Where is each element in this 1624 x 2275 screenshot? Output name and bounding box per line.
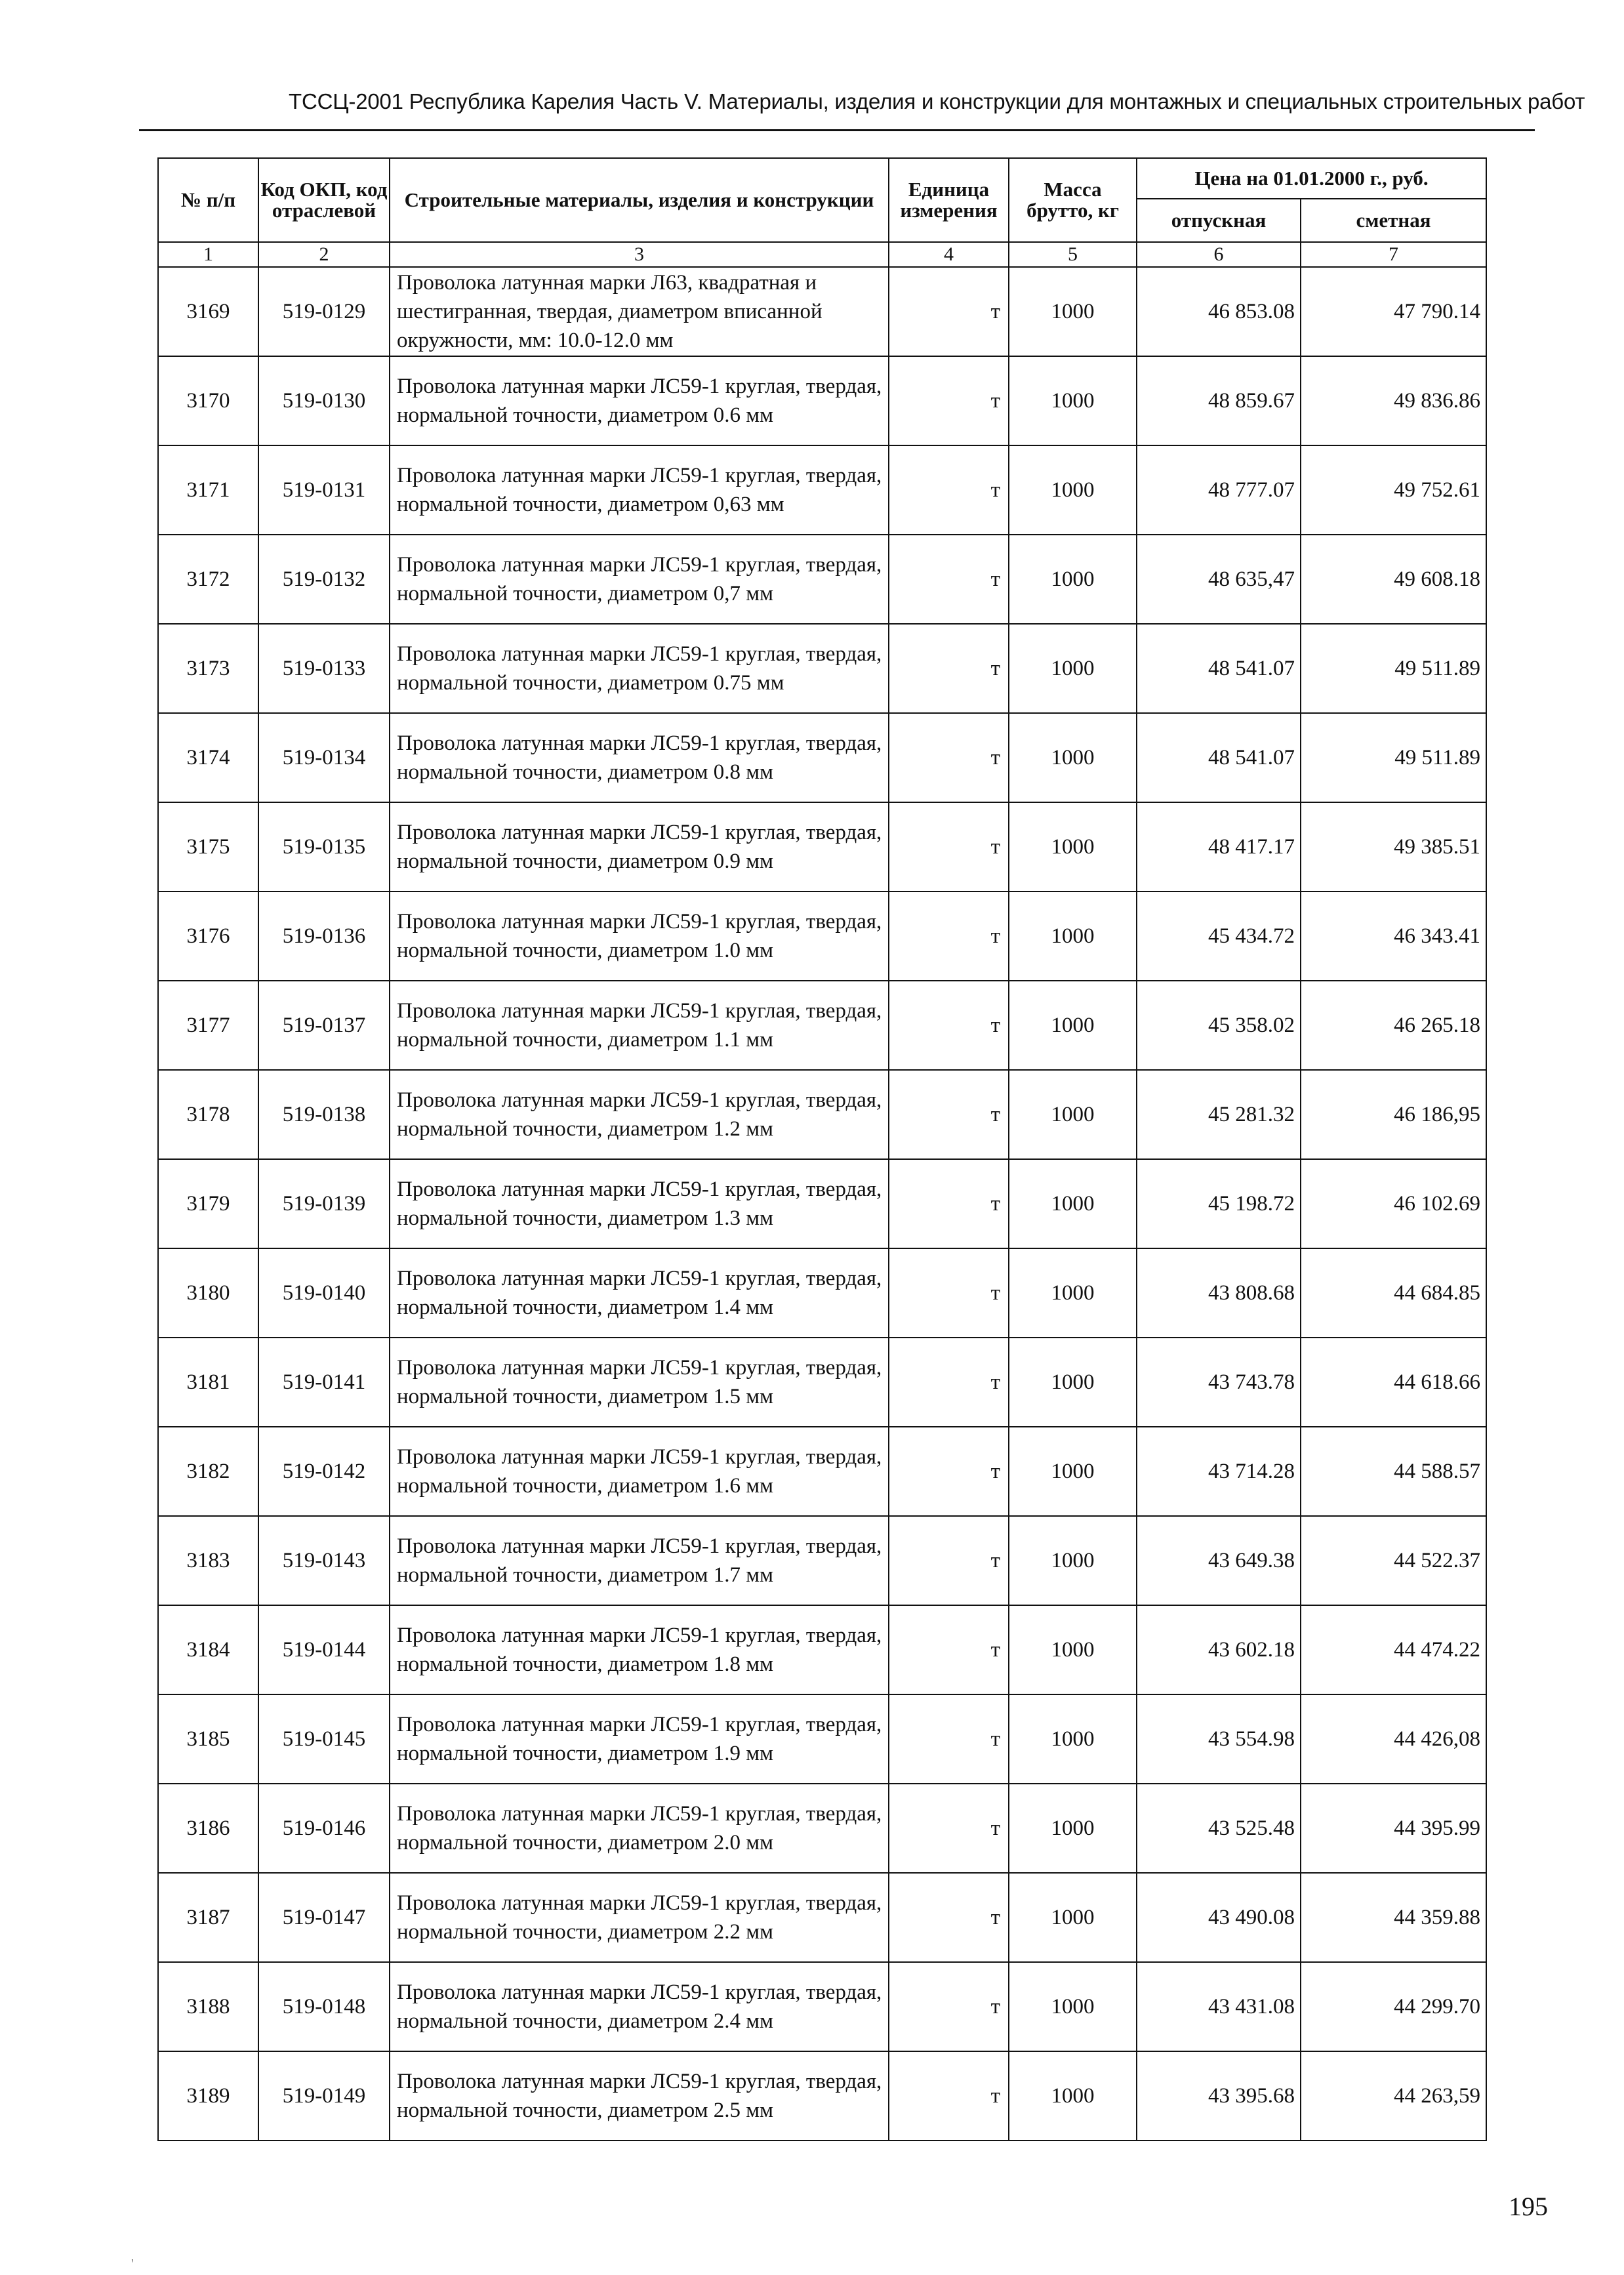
price-estimate: 49 836.86 bbox=[1301, 356, 1486, 445]
unit: т bbox=[889, 1159, 1009, 1248]
row-number: 3188 bbox=[158, 1962, 258, 2051]
material-name: Проволока латунная марки ЛС59-1 круглая, твердая, нормальной точности, диаметром 0.6 мм bbox=[390, 356, 889, 445]
mass-gross: 1000 bbox=[1009, 1159, 1137, 1248]
unit: т bbox=[889, 1873, 1009, 1962]
table-body bbox=[158, 267, 1486, 2141]
table-row bbox=[158, 713, 1486, 802]
material-name: Проволока латунная марки ЛС59-1 круглая, твердая, нормальной точности, диаметром 1.5 мм bbox=[390, 1338, 889, 1427]
mass-gross: 1000 bbox=[1009, 267, 1137, 356]
col-header-price-estimate: сметная bbox=[1301, 199, 1486, 242]
price-release: 43 714.28 bbox=[1137, 1427, 1301, 1516]
table-row bbox=[158, 1873, 1486, 1962]
okp-code: 519-0145 bbox=[258, 1694, 390, 1784]
price-estimate: 46 343.41 bbox=[1301, 892, 1486, 981]
material-name: Проволока латунная марки ЛС59-1 круглая, твердая, нормальной точности, диаметром 1.6 мм bbox=[390, 1427, 889, 1516]
material-name: Проволока латунная марки ЛС59-1 круглая, твердая, нормальной точности, диаметром 2.5 мм bbox=[390, 2051, 889, 2141]
mass-gross: 1000 bbox=[1009, 802, 1137, 892]
price-release: 43 743.78 bbox=[1137, 1338, 1301, 1427]
mass-gross: 1000 bbox=[1009, 1427, 1137, 1516]
row-number: 3186 bbox=[158, 1784, 258, 1873]
mass-gross: 1000 bbox=[1009, 1338, 1137, 1427]
mass-gross: 1000 bbox=[1009, 1070, 1137, 1159]
table-row bbox=[158, 535, 1486, 624]
table-row bbox=[158, 267, 1486, 356]
mass-gross: 1000 bbox=[1009, 445, 1137, 535]
row-number: 3176 bbox=[158, 892, 258, 981]
okp-code: 519-0132 bbox=[258, 535, 390, 624]
price-estimate: 44 618.66 bbox=[1301, 1338, 1486, 1427]
unit: т bbox=[889, 802, 1009, 892]
price-table bbox=[157, 157, 1487, 2141]
material-name: Проволока латунная марки ЛС59-1 круглая, твердая, нормальной точности, диаметром 0.75 мм bbox=[390, 624, 889, 713]
price-estimate: 46 265.18 bbox=[1301, 981, 1486, 1070]
material-name: Проволока латунная марки ЛС59-1 круглая, твердая, нормальной точности, диаметром 1.8 мм bbox=[390, 1605, 889, 1694]
col-header-num: № п/п bbox=[158, 158, 258, 242]
okp-code: 519-0149 bbox=[258, 2051, 390, 2141]
unit: т bbox=[889, 1784, 1009, 1873]
price-estimate: 44 522.37 bbox=[1301, 1516, 1486, 1605]
price-estimate: 44 588.57 bbox=[1301, 1427, 1486, 1516]
row-number: 3172 bbox=[158, 535, 258, 624]
col-header-name: Строительные материалы, изделия и конструкции bbox=[390, 158, 889, 242]
col-number: 1 bbox=[158, 242, 258, 267]
table-row bbox=[158, 981, 1486, 1070]
material-name: Проволока латунная марки ЛС59-1 круглая, твердая, нормальной точности, диаметром 0,63 мм bbox=[390, 445, 889, 535]
table-row bbox=[158, 1516, 1486, 1605]
price-estimate: 49 385.51 bbox=[1301, 802, 1486, 892]
unit: т bbox=[889, 1962, 1009, 2051]
price-release: 48 417.17 bbox=[1137, 802, 1301, 892]
col-header-okp: Код ОКП, код отраслевой bbox=[258, 158, 390, 242]
row-number: 3175 bbox=[158, 802, 258, 892]
table-row bbox=[158, 1338, 1486, 1427]
material-name: Проволока латунная марки ЛС59-1 круглая, твердая, нормальной точности, диаметром 2.2 мм bbox=[390, 1873, 889, 1962]
price-estimate: 49 511.89 bbox=[1301, 624, 1486, 713]
price-release: 43 525.48 bbox=[1137, 1784, 1301, 1873]
table-row bbox=[158, 1962, 1486, 2051]
price-release: 43 808.68 bbox=[1137, 1248, 1301, 1338]
price-estimate: 49 752.61 bbox=[1301, 445, 1486, 535]
row-number: 3184 bbox=[158, 1605, 258, 1694]
unit: т bbox=[889, 1516, 1009, 1605]
mass-gross: 1000 bbox=[1009, 1248, 1137, 1338]
col-header-price-group: Цена на 01.01.2000 г., руб. bbox=[1137, 158, 1486, 199]
row-number: 3173 bbox=[158, 624, 258, 713]
okp-code: 519-0133 bbox=[258, 624, 390, 713]
mass-gross: 1000 bbox=[1009, 713, 1137, 802]
unit: т bbox=[889, 1605, 1009, 1694]
table-row bbox=[158, 1159, 1486, 1248]
mass-gross: 1000 bbox=[1009, 1516, 1137, 1605]
unit: т bbox=[889, 356, 1009, 445]
price-release: 48 859.67 bbox=[1137, 356, 1301, 445]
table-row bbox=[158, 1248, 1486, 1338]
table-row bbox=[158, 1427, 1486, 1516]
mass-gross: 1000 bbox=[1009, 535, 1137, 624]
table-row bbox=[158, 356, 1486, 445]
okp-code: 519-0138 bbox=[258, 1070, 390, 1159]
price-estimate: 47 790.14 bbox=[1301, 267, 1486, 356]
price-release: 43 395.68 bbox=[1137, 2051, 1301, 2141]
material-name: Проволока латунная марки ЛС59-1 круглая, твердая, нормальной точности, диаметром 1.7 мм bbox=[390, 1516, 889, 1605]
price-estimate: 46 186,95 bbox=[1301, 1070, 1486, 1159]
price-release: 43 649.38 bbox=[1137, 1516, 1301, 1605]
col-number: 3 bbox=[390, 242, 889, 267]
col-header-mass: Масса брутто, кг bbox=[1009, 158, 1137, 242]
unit: т bbox=[889, 445, 1009, 535]
row-number: 3187 bbox=[158, 1873, 258, 1962]
column-number-row bbox=[158, 242, 1486, 267]
mass-gross: 1000 bbox=[1009, 624, 1137, 713]
mass-gross: 1000 bbox=[1009, 2051, 1137, 2141]
row-number: 3180 bbox=[158, 1248, 258, 1338]
price-estimate: 44 299.70 bbox=[1301, 1962, 1486, 2051]
okp-code: 519-0137 bbox=[258, 981, 390, 1070]
price-release: 48 541.07 bbox=[1137, 713, 1301, 802]
row-number: 3178 bbox=[158, 1070, 258, 1159]
price-estimate: 44 684.85 bbox=[1301, 1248, 1486, 1338]
table-row bbox=[158, 2051, 1486, 2141]
unit: т bbox=[889, 624, 1009, 713]
mass-gross: 1000 bbox=[1009, 356, 1137, 445]
price-release: 45 358.02 bbox=[1137, 981, 1301, 1070]
table-row bbox=[158, 892, 1486, 981]
unit: т bbox=[889, 1427, 1009, 1516]
price-estimate: 44 426,08 bbox=[1301, 1694, 1486, 1784]
material-name: Проволока латунная марки ЛС59-1 круглая, твердая, нормальной точности, диаметром 0.9 мм bbox=[390, 802, 889, 892]
row-number: 3169 bbox=[158, 267, 258, 356]
okp-code: 519-0147 bbox=[258, 1873, 390, 1962]
col-number: 2 bbox=[258, 242, 390, 267]
okp-code: 519-0140 bbox=[258, 1248, 390, 1338]
unit: т bbox=[889, 981, 1009, 1070]
okp-code: 519-0144 bbox=[258, 1605, 390, 1694]
unit: т bbox=[889, 1070, 1009, 1159]
price-estimate: 49 511.89 bbox=[1301, 713, 1486, 802]
mass-gross: 1000 bbox=[1009, 1873, 1137, 1962]
okp-code: 519-0136 bbox=[258, 892, 390, 981]
okp-code: 519-0135 bbox=[258, 802, 390, 892]
unit: т bbox=[889, 2051, 1009, 2141]
unit: т bbox=[889, 1338, 1009, 1427]
price-release: 45 434.72 bbox=[1137, 892, 1301, 981]
row-number: 3189 bbox=[158, 2051, 258, 2141]
okp-code: 519-0129 bbox=[258, 267, 390, 356]
row-number: 3185 bbox=[158, 1694, 258, 1784]
mass-gross: 1000 bbox=[1009, 892, 1137, 981]
price-release: 45 198.72 bbox=[1137, 1159, 1301, 1248]
price-estimate: 46 102.69 bbox=[1301, 1159, 1486, 1248]
okp-code: 519-0141 bbox=[258, 1338, 390, 1427]
price-release: 48 777.07 bbox=[1137, 445, 1301, 535]
mass-gross: 1000 bbox=[1009, 1784, 1137, 1873]
col-header-price-release: отпускная bbox=[1137, 199, 1301, 242]
price-release: 43 602.18 bbox=[1137, 1605, 1301, 1694]
table-row bbox=[158, 624, 1486, 713]
col-number: 7 bbox=[1301, 242, 1486, 267]
unit: т bbox=[889, 1248, 1009, 1338]
price-estimate: 44 474.22 bbox=[1301, 1605, 1486, 1694]
col-number: 4 bbox=[889, 242, 1009, 267]
mass-gross: 1000 bbox=[1009, 1694, 1137, 1784]
okp-code: 519-0146 bbox=[258, 1784, 390, 1873]
table-row bbox=[158, 802, 1486, 892]
row-number: 3181 bbox=[158, 1338, 258, 1427]
col-number: 5 bbox=[1009, 242, 1137, 267]
material-name: Проволока латунная марки ЛС59-1 круглая, твердая, нормальной точности, диаметром 1.9 мм bbox=[390, 1694, 889, 1784]
price-estimate: 49 608.18 bbox=[1301, 535, 1486, 624]
unit: т bbox=[889, 1694, 1009, 1784]
price-estimate: 44 359.88 bbox=[1301, 1873, 1486, 1962]
okp-code: 519-0139 bbox=[258, 1159, 390, 1248]
mass-gross: 1000 bbox=[1009, 1962, 1137, 2051]
okp-code: 519-0130 bbox=[258, 356, 390, 445]
page-number: 195 bbox=[1509, 2192, 1548, 2221]
unit: т bbox=[889, 267, 1009, 356]
okp-code: 519-0131 bbox=[258, 445, 390, 535]
price-release: 43 431.08 bbox=[1137, 1962, 1301, 2051]
row-number: 3177 bbox=[158, 981, 258, 1070]
okp-code: 519-0143 bbox=[258, 1516, 390, 1605]
row-number: 3183 bbox=[158, 1516, 258, 1605]
material-name: Проволока латунная марки ЛС59-1 круглая, твердая, нормальной точности, диаметром 0.8 мм bbox=[390, 713, 889, 802]
col-number: 6 bbox=[1137, 242, 1301, 267]
row-number: 3179 bbox=[158, 1159, 258, 1248]
table-row bbox=[158, 1694, 1486, 1784]
price-release: 43 554.98 bbox=[1137, 1694, 1301, 1784]
material-name: Проволока латунная марки ЛС59-1 круглая, твердая, нормальной точности, диаметром 1.4 мм bbox=[390, 1248, 889, 1338]
price-estimate: 44 263,59 bbox=[1301, 2051, 1486, 2141]
page-header: ТССЦ-2001 Республика Карелия Часть V. Материалы, изделия и конструкции для монтажных и специальных строительных работ bbox=[289, 89, 1585, 113]
material-name: Проволока латунная марки ЛС59-1 круглая, твердая, нормальной точности, диаметром 1.1 мм bbox=[390, 981, 889, 1070]
okp-code: 519-0142 bbox=[258, 1427, 390, 1516]
material-name: Проволока латунная марки ЛС59-1 круглая, твердая, нормальной точности, диаметром 2.0 мм bbox=[390, 1784, 889, 1873]
material-name: Проволока латунная марки ЛС59-1 круглая, твердая, нормальной точности, диаметром 1.2 мм bbox=[390, 1070, 889, 1159]
okp-code: 519-0134 bbox=[258, 713, 390, 802]
mass-gross: 1000 bbox=[1009, 1605, 1137, 1694]
price-estimate: 44 395.99 bbox=[1301, 1784, 1486, 1873]
row-number: 3171 bbox=[158, 445, 258, 535]
table-row bbox=[158, 1605, 1486, 1694]
stray-mark: ' bbox=[131, 2257, 134, 2271]
okp-code: 519-0148 bbox=[258, 1962, 390, 2051]
price-release: 46 853.08 bbox=[1137, 267, 1301, 356]
table-row bbox=[158, 445, 1486, 535]
header-rule bbox=[139, 129, 1535, 131]
material-name: Проволока латунная марки ЛС59-1 круглая, твердая, нормальной точности, диаметром 1.0 мм bbox=[390, 892, 889, 981]
material-name: Проволока латунная марки ЛС59-1 круглая, твердая, нормальной точности, диаметром 1.3 мм bbox=[390, 1159, 889, 1248]
material-name: Проволока латунная марки Л63, квадратная и шестигранная, твердая, диаметром вписанной окружности, мм: 10.0-12.0 мм bbox=[390, 267, 889, 356]
table-row bbox=[158, 1784, 1486, 1873]
material-name: Проволока латунная марки ЛС59-1 круглая, твердая, нормальной точности, диаметром 2.4 мм bbox=[390, 1962, 889, 2051]
unit: т bbox=[889, 892, 1009, 981]
row-number: 3174 bbox=[158, 713, 258, 802]
table-row bbox=[158, 1070, 1486, 1159]
unit: т bbox=[889, 713, 1009, 802]
price-release: 48 541.07 bbox=[1137, 624, 1301, 713]
unit: т bbox=[889, 535, 1009, 624]
col-header-unit: Единица измерения bbox=[889, 158, 1009, 242]
price-release: 45 281.32 bbox=[1137, 1070, 1301, 1159]
material-name: Проволока латунная марки ЛС59-1 круглая, твердая, нормальной точности, диаметром 0,7 мм bbox=[390, 535, 889, 624]
price-release: 43 490.08 bbox=[1137, 1873, 1301, 1962]
row-number: 3182 bbox=[158, 1427, 258, 1516]
price-release: 48 635,47 bbox=[1137, 535, 1301, 624]
mass-gross: 1000 bbox=[1009, 981, 1137, 1070]
row-number: 3170 bbox=[158, 356, 258, 445]
